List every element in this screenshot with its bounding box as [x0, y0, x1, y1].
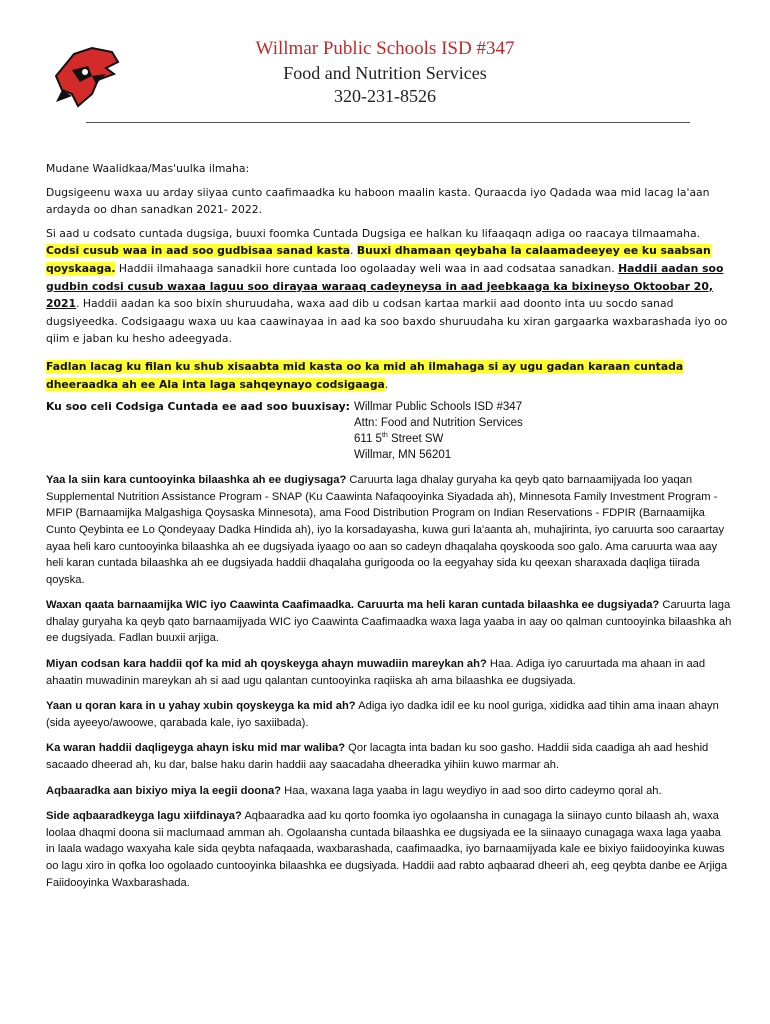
- highlight-balance-notice: Fadlan lacag ku filan ku shub xisaabta mid kasta oo ka mid ah ilmahaga si ay ugu gadan karaan cuntada dheeraadka ah ee Ala inta laga sahqeynayo codsigaaga: [46, 359, 684, 391]
- faq-item: [46, 597, 732, 647]
- faq-answer: Aqbaaradka aad ku qorto foomka iyo ogolaansha in cunagaga la siinayo cunto bilaash ah, waxa loolaa dhaqmi doona sii maclumaad amman ah. Ogolaansha cuntada bilaashka ee dugsiyada ee la siinaayo cunagaga waxa laga yaaba in laala wadago waxyaha kale sida qeybta nafaqaada, waxbarashada, caafimaadka, iyo barnaamijyada kale ee bixiyo faiidooyinka kuwas oo lagu xiro in qofka loo ogolaado cuntooyinka bilaashka ee dugsiyada. Haddii aad rabto aqbaarad dheeri ah, eeg qeybta danbe ee Arjiga Faiidooyinka Waxbarashada.: [46, 810, 728, 889]
- faq-question: Aqbaaradka aan bixiyo miya la eegii doona?: [46, 784, 282, 797]
- paragraph-instructions: [46, 225, 732, 348]
- faq-item: [46, 783, 732, 800]
- faq-answer: Adiga iyo dadka idil ee ku nool guriga, xididka aad tihin ama inaan ahayn (sida ayeeyo/awoowe, qarabada kale, iyo saxiibada).: [46, 700, 719, 729]
- paragraph-intro: Dugsigeenu waxa uu arday siiyaa cunto caafimaadka ku haboon maalin kasta. Quraacda iyo Qadada waa mid lacag la'aan ardayda oo dhan sanadkan 2021- 2022.: [46, 185, 710, 217]
- faq-answer: Qor lacagta inta badan ku soo gasho. Haddii sida caadiga ah aad heshid sacaado dheerad ah, ku dar, balse haku darin haddii aay saacadaha dheeradka yihiin kuwo marmar ah.: [46, 742, 709, 772]
- faq-item: [46, 472, 732, 588]
- balance-end: .: [384, 377, 389, 391]
- faq-answer: Haa, waxana laga yaaba in lagu weydiyo in aad soo dirto cadeymo qoral ah.: [281, 784, 662, 797]
- faq-question: Side aqbaaradkeyga lagu xiifdinaya?: [46, 810, 242, 823]
- faq-answer: Haa. Adiga iyo caruurtada ma ahaan in aad ahaatin muwadinin mareykan ah si aad ugu qalantan cuntooyinka raqiiska ah ama bilaashka ee dugsiyada.: [46, 658, 706, 687]
- faq-question: Miyan codsan kara haddii qof ka mid ah qoyskeyga ahayn muwadiin mareykan ah?: [46, 658, 487, 671]
- return-address-label: Ku soo celi Codsiga Cuntada ee aad soo buuxisay:: [46, 400, 350, 414]
- phone-number: 320-231-8526: [334, 86, 436, 106]
- faq-question: Yaa la siin kara cuntooyinka bilaashka ah ee dugiysaga?: [46, 474, 347, 487]
- paragraph-balance: [46, 358, 732, 393]
- letter-body: [46, 160, 732, 900]
- address-street-name: Street SW: [387, 433, 444, 446]
- address-line-3: [354, 431, 523, 447]
- highlight-new-application: Codsi cusub waa in aad soo gudbisaa sanad kasta: [46, 244, 351, 258]
- address-line-2: Attn: Food and Nutrition Services: [354, 417, 523, 430]
- deadline-notice: Haddii aadan soo gudbin codsi cusub waxaa laguu soo dirayaa waraaq cadeyneysa in aad jeebkaaga ka bixineyso Oktoobar 20, 2021: [46, 261, 724, 311]
- address-line-4: Willmar, MN 56201: [354, 449, 452, 462]
- page-subtitle: Food and Nutrition Services: [283, 63, 487, 83]
- faq-item: [46, 808, 732, 891]
- highlight-complete-sections: Buuxi dhamaan qeybaha la calaamadeeyey ee ku saabsan qoyskaaga.: [46, 244, 711, 275]
- faq-item: [46, 740, 732, 773]
- header-divider: [86, 122, 690, 123]
- address-line-1: Willmar Public Schools ISD #347: [354, 401, 523, 414]
- faq-item: [46, 698, 732, 731]
- address-ordinal: th: [381, 432, 388, 440]
- instructions-dot: .: [350, 244, 357, 258]
- faq-answer: Caruurta laga dhalay guryaha ka qeyb qato barnaamijyada loo yaqan Supplemental Nutrition Assistance Program - SNAP (Ku Caawinta Nafaqooyinka Siyadada ah), Minnesota Family Investment Program - MFIP (Barnaamijka Malgashiga Qoysaska Minnesota), ama Food Distribution Program on Indian Reservations - FDPIR (Barnaamijka Cunto Qeybinta ee Lo Qondeyaay Dadka Hindida ah), iyo la korsadayasha, kuwa guri la'aanta ah, muhajirinta, iyo caruurta soo caraartay ayaa heli karo cuntooyinka bilaashka ah ee dugsiyada iyaago oo aan so cadeyn dhaqalaha qoyskooda soo galo. Ama caruurta waa aay heli karan cuntada bilaashka ah ee dugsiyada haddii dhaqalaha gurigooda oo la eegyahay sida ku qeexan sharaxada daqliga tiirada qoyska.: [46, 474, 725, 586]
- faq-question: Yaan u qoran kara in u yahay xubin qoyskeyga ka mid ah?: [46, 700, 356, 713]
- faq-answer: Caruurta laga dhalay guryaha ka qeyb qato barnaamijyada WIC iyo Caawinta Caafimaadka waxa laga yaaba in aay oo qalman cuntooyinka bilaashka ah ee dugsiyada. Fadlan buuxii arjiga.: [46, 599, 732, 645]
- faq-question: Ka waran haddii daqligeyga ahayn isku mid mar waliba?: [46, 742, 346, 755]
- faq-question: Waxan qaata barnaamijka WIC iyo Caawinta Caafimaadka. Caruurta ma heli karan cuntada bilaashka ee dugsiyada?: [46, 599, 660, 612]
- return-address-block: [46, 399, 732, 463]
- instructions-end: . Haddii aadan ka soo bixin shuruudaha, waxa aad dib u codsan kartaa markii aad doonto inta uu socdo sanad dugsiyeedka. Codsigaagu waxa uu kaa caawinayaa in aad ka soo baxdo shuruudaha ku xiran gargaarka waxbarashada iyo oo qiim e jaban ku hesho adeegyada.: [46, 297, 728, 346]
- instructions-text: Si aad u codsato cuntada dugsiga, buuxi foomka Cuntada Dugsiga ee halkan ku lifaaqaqn adiga oo raacaya tilmaamaha.: [46, 226, 701, 240]
- address-street-number: 611 5: [354, 433, 382, 446]
- instructions-mid: Haddii ilmahaaga sanadkii hore cuntada loo ogolaaday weli waa in aad codsataa sanadkan.: [115, 261, 619, 275]
- page-title: Willmar Public Schools ISD #347: [255, 38, 515, 59]
- return-address: [354, 399, 523, 463]
- greeting: Mudane Waalidkaa/Mas'uulka ilmaha:: [46, 162, 250, 175]
- faq-item: [46, 656, 732, 689]
